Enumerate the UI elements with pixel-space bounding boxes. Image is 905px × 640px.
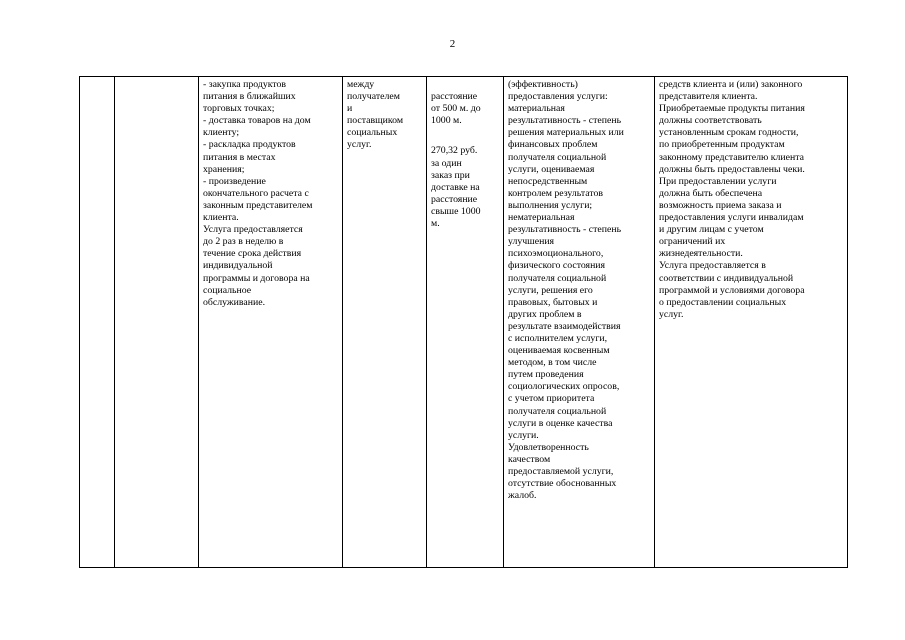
cell-quality-indicators: (эффективность) предоставления услуги: материальная результативность - степень решения материальных или финансовых проблем получателя социальной услуги, оцениваемая непосредственным контролем результатов выполнения услуги; нематериальная результативность - степень улучшения психоэмоционального, физического состояния получателя социальной услуги, решения его правовых, бытовых и других проблем в результате взаимодействия с исполнителем услуги, оцениваемая косвенным методом, в том числе путем проведения социологических опросов, с учетом приоритета получателя социальной услуги в оценке качества услуги. Удовлетворенность качеством предоставляемой услуги, отсутствие обоснованных жалоб. (504, 77, 655, 568)
cell-provision-conditions: средств клиента и (или) законного представителя клиента. Приобретаемые продукты питания должны соответствовать установленным срокам годности, по приобретенным продуктам законному представителю клиента должны быть предоставлены чеки. При предоставлении услуги должна быть обеспечена возможность приема заказа и предоставления услуги инвалидам и другим лицам с учетом ограничений их жизнедеятельности. Услуга предоставляется в соответствии с индивидуальной программой и условиями договора о предоставлении социальных услуг. (655, 77, 848, 568)
page-number: 2 (449, 38, 456, 50)
cell-service-tariff (427, 77, 504, 568)
cell-service-terms: между получателем и поставщиком социальных услуг. (343, 77, 427, 568)
table-row (80, 77, 848, 568)
service-standards-table (79, 76, 848, 568)
cell-number (80, 77, 115, 568)
cell-service-description: - закупка продуктов питания в ближайших торговых точках; - доставка товаров на дом клиенту; - раскладка продуктов питания в местах хранения; - произведение окончательного расчета с законным представителем клиента. Услуга предоставляется до 2 раз в неделю в течение срока действия индивидуальной программы и договора на социальное обслуживание. (199, 77, 343, 568)
cell-service-name (115, 77, 199, 568)
tariff-price-text: 270,32 руб. за один заказ при доставке на расстояние свыше 1000 м. (431, 145, 481, 230)
tariff-distance-text: расстояние от 500 м. до 1000 м. (431, 91, 481, 127)
